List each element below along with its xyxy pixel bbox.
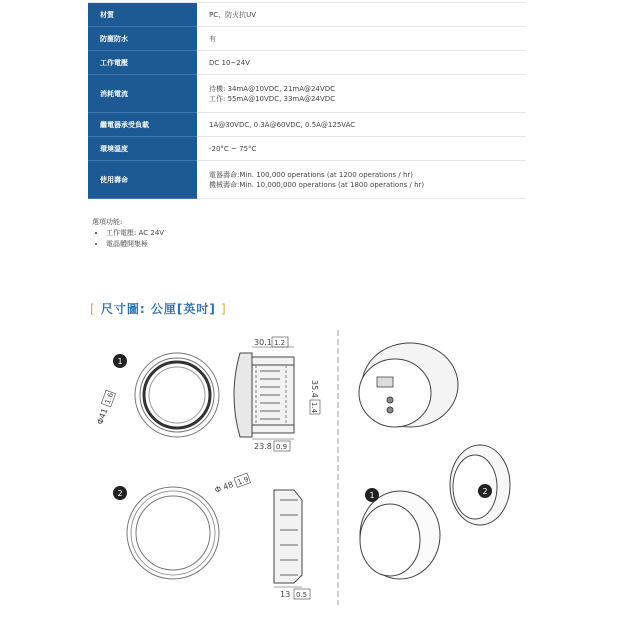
spec-value-line: 有 [209, 34, 216, 43]
marker-2 [113, 486, 127, 500]
svg-text:30.1: 30.1 [254, 338, 272, 347]
spec-value-line: PC、防火抗UV [209, 10, 257, 19]
spec-row [88, 27, 526, 51]
spec-value-line: 機械壽命:Min. 10,000,000 operations (at 1800 operations / hr) [209, 180, 425, 189]
spec-value [197, 113, 526, 137]
options-list [92, 228, 164, 250]
dia-2-label [213, 473, 250, 495]
front-view-button [135, 353, 219, 437]
spec-value [197, 161, 526, 199]
dim-width-top [252, 337, 294, 347]
spec-label: 防塵防水 [88, 27, 197, 51]
options-heading: 選項功能: [92, 218, 123, 226]
svg-text:13: 13 [280, 590, 291, 599]
svg-text:1: 1 [369, 491, 375, 500]
option-item: • 工作電壓: AC 24V [106, 228, 164, 239]
spec-value [197, 3, 526, 27]
svg-text:2: 2 [482, 487, 488, 496]
dim-ring-depth [274, 587, 310, 599]
spec-row [88, 137, 526, 161]
option-item: • 電晶體開集極 [106, 239, 164, 250]
iso-view-button [359, 343, 458, 427]
svg-text:1.6: 1.6 [103, 391, 116, 406]
spec-value-line: 電器壽命:Min. 100,000 operations (at 1200 operations / hr) [209, 170, 414, 179]
ring-side-view [274, 490, 302, 583]
dia-1-label [94, 390, 115, 425]
spec-label: 消耗電流 [88, 75, 197, 113]
dimension-drawing [80, 325, 530, 610]
svg-text:1.4: 1.4 [310, 402, 318, 414]
svg-text:Φ 48: Φ 48 [213, 479, 235, 495]
dimension-title-text: 尺寸圖: 公厘[英吋] [100, 302, 216, 316]
svg-text:Φ41: Φ41 [95, 407, 110, 426]
ring-front-view [127, 487, 219, 579]
svg-text:2: 2 [117, 489, 123, 498]
spec-label: 工作電壓 [88, 51, 197, 75]
dim-depth [252, 439, 294, 451]
title-bracket-right: ] [221, 302, 227, 316]
title-bracket-left: [ [90, 302, 96, 316]
side-view-button [234, 353, 294, 437]
spec-row [88, 51, 526, 75]
svg-text:1: 1 [117, 357, 123, 366]
spec-value [197, 137, 526, 161]
spec-row [88, 113, 526, 137]
svg-text:23.8: 23.8 [254, 442, 272, 451]
spec-value [197, 51, 526, 75]
spec-value-line: 1A@30VDC, 0.3A@60VDC, 0.5A@125VAC [209, 120, 356, 129]
spec-value-line: -20°C ~ 75°C [209, 144, 257, 153]
spec-value [197, 27, 526, 51]
marker-1 [113, 354, 127, 368]
spec-value-line: DC 10~24V [209, 58, 250, 67]
spec-table [88, 2, 526, 199]
spec-label: 使用壽命 [88, 161, 197, 199]
svg-text:0.5: 0.5 [296, 591, 308, 599]
spec-row [88, 75, 526, 113]
spec-row [88, 3, 526, 27]
spec-value [197, 75, 526, 113]
dim-height-side [310, 380, 320, 414]
svg-text:0.9: 0.9 [276, 443, 288, 451]
svg-text:1.9: 1.9 [236, 475, 250, 487]
iso-exploded-button [360, 488, 440, 579]
spec-value-line: 待機: 34mA@10VDC, 21mA@24VDC [209, 84, 336, 93]
spec-label: 環境溫度 [88, 137, 197, 161]
svg-text:1.2: 1.2 [274, 339, 286, 347]
spec-label: 繼電器承受負載 [88, 113, 197, 137]
spec-row [88, 161, 526, 199]
spec-label: 材質 [88, 3, 197, 27]
svg-text:35.4: 35.4 [310, 380, 319, 398]
iso-exploded-ring [450, 445, 510, 525]
dimension-title [90, 300, 227, 317]
options-notes [92, 217, 164, 250]
spec-value-line: 工作: 55mA@10VDC, 33mA@24VDC [209, 94, 336, 103]
